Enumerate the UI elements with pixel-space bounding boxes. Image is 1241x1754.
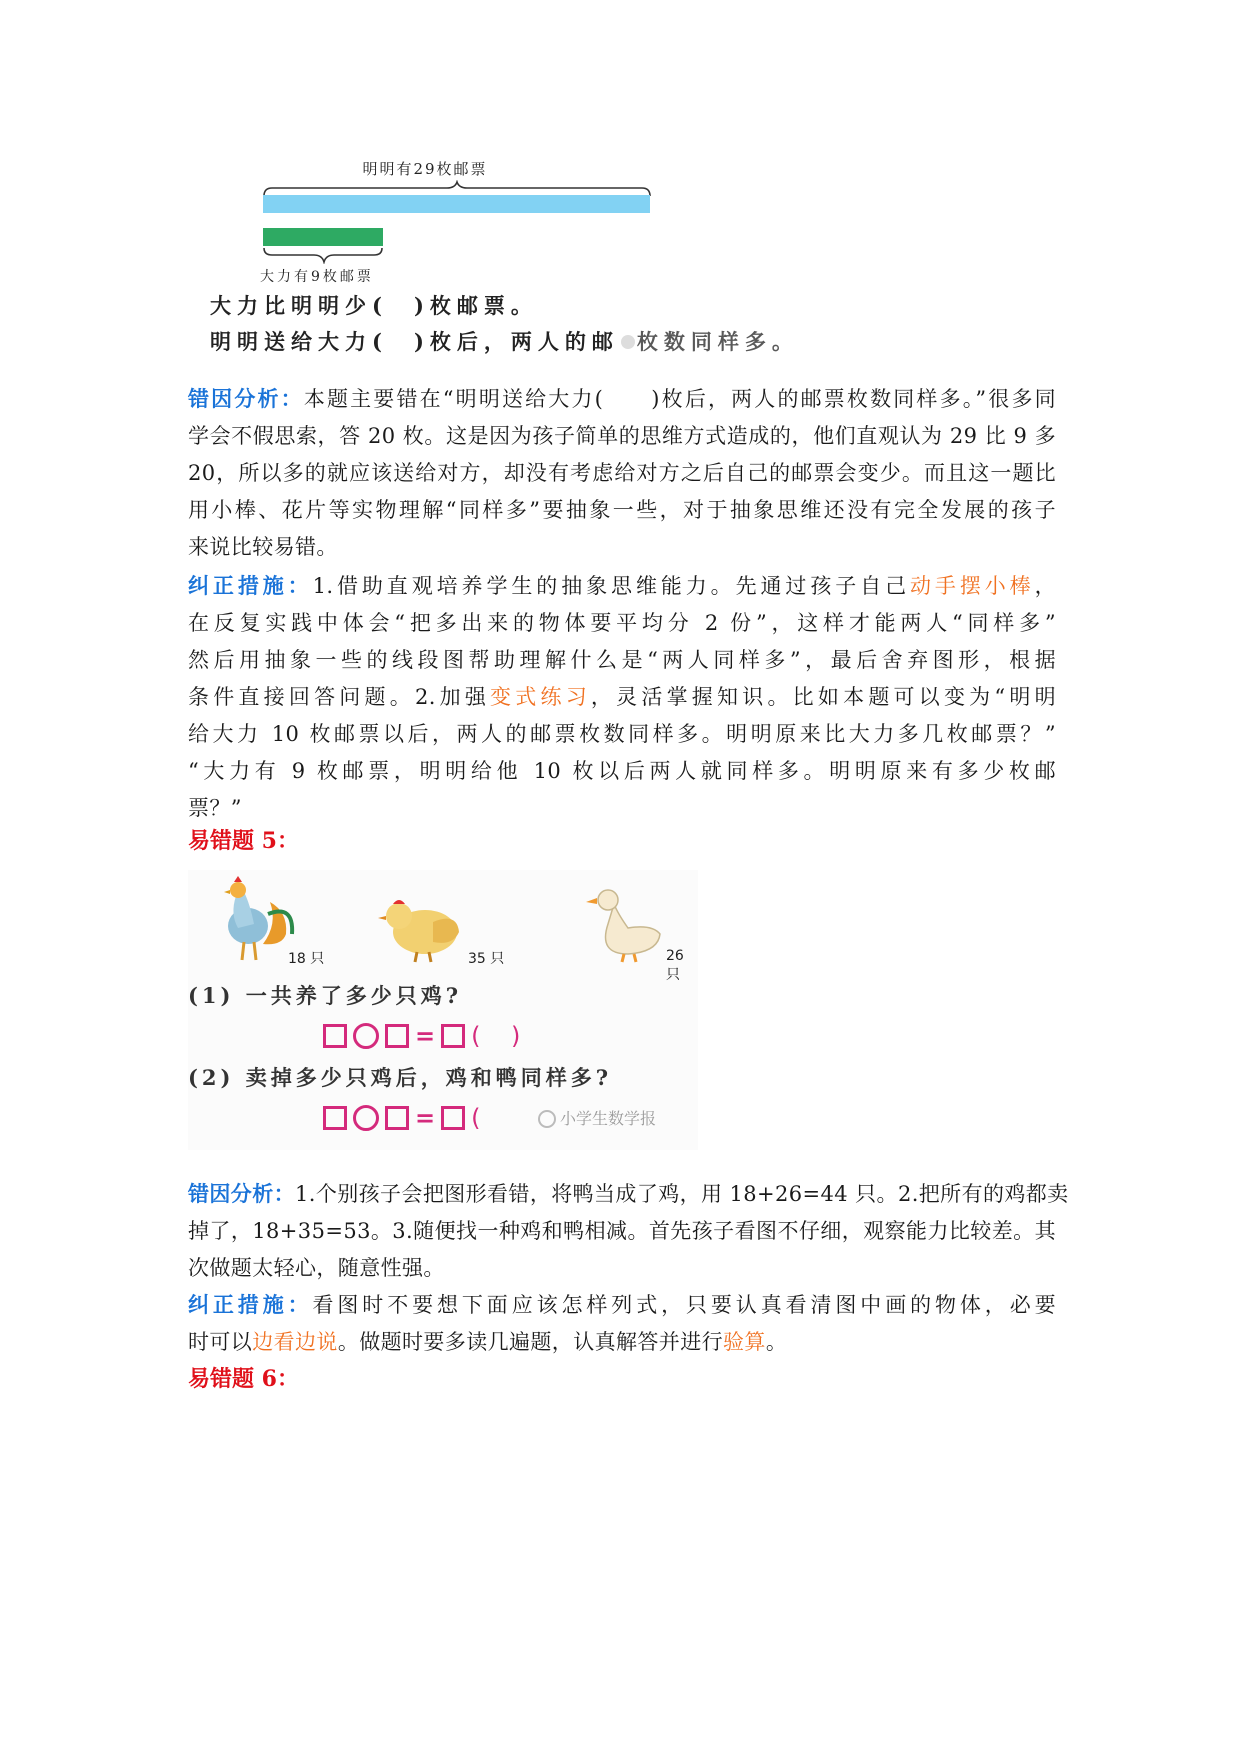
correction2-line-2: 时可以边看边说。做题时要多读几遍题，认真解答并进行验算。 bbox=[188, 1330, 788, 1354]
analysis1-label: 错因分析： bbox=[188, 386, 304, 411]
answer-box bbox=[441, 1106, 465, 1130]
analysis2-line-1: 错因分析：1.个别孩子会把图形看错，将鸭当成了鸡，用 18+26=44 只。2.把所有的鸡都卖 bbox=[188, 1181, 1069, 1206]
rooster-count: 18 只 bbox=[288, 951, 325, 967]
equals-sign: = bbox=[415, 1022, 436, 1050]
highlight-variant-practice: 变式练习 bbox=[490, 685, 591, 709]
equation-2 bbox=[323, 1104, 480, 1132]
watermark-text: 小学生数学报 bbox=[560, 1109, 657, 1128]
question-1: (1) 一共养了多少只鸡? bbox=[188, 983, 463, 1008]
correction2-line-1: 纠正措施：看图时不要想下面应该怎样列式，只要认真看清图中画的物体，必要 bbox=[188, 1292, 1056, 1317]
highlight-hands-on: 动手摆小棒 bbox=[910, 574, 1035, 598]
rooster-icon bbox=[208, 874, 298, 964]
long-bar-mingming bbox=[263, 195, 650, 213]
correction1-line-1: 纠正措施：1.借助直观培养学生的抽象思维能力。先通过孩子自己动手摆小棒， bbox=[188, 573, 1057, 598]
bottom-bar-label: 大力有9枚邮票 bbox=[260, 269, 374, 285]
error-analysis-1 bbox=[188, 380, 1056, 566]
poultry-figure bbox=[188, 870, 698, 1150]
heading-problem-5: 易错题 5： bbox=[188, 828, 299, 854]
heading-problem-6: 易错题 6： bbox=[188, 1366, 299, 1392]
correction1-line-7: 票？” bbox=[188, 796, 242, 820]
analysis1-line-1: 错因分析：本题主要错在“明明送给大力( )枚后，两人的邮票枚数同样多。”很多同 bbox=[188, 386, 1057, 411]
correction-measures-1 bbox=[188, 567, 1056, 827]
stamp-bar-figure bbox=[190, 140, 799, 360]
operator-circle bbox=[353, 1105, 379, 1131]
analysis1-line-2: 学会不假思索，答 20 枚。这是因为孩子简单的思维方式造成的，他们直观认为 29 比 9 多 bbox=[188, 424, 1056, 448]
question-2: (2) 卖掉多少只鸡后，鸡和鸭同样多? bbox=[188, 1065, 613, 1090]
short-bar-dali bbox=[263, 228, 383, 246]
operator-circle bbox=[353, 1023, 379, 1049]
correction1-label: 纠正措施： bbox=[188, 573, 313, 598]
equation-1 bbox=[323, 1022, 520, 1050]
correction2-label: 纠正措施： bbox=[188, 1292, 313, 1317]
hen-count: 35 只 bbox=[468, 951, 505, 967]
correction1-line-2: 在反复实践中体会“把多出来的物体要平均分 2 份”，这样才能两人“同样多” bbox=[188, 611, 1056, 635]
answer-box bbox=[441, 1024, 465, 1048]
equals-sign: = bbox=[415, 1104, 436, 1132]
question-line-2 bbox=[210, 326, 799, 356]
q2-part-b: )枚后，两人的邮 bbox=[413, 329, 619, 354]
unit-paren: ( ) bbox=[471, 1022, 521, 1050]
hen-icon bbox=[373, 892, 468, 964]
answer-box bbox=[385, 1024, 409, 1048]
watermark-icon bbox=[538, 1110, 556, 1128]
bottom-brace bbox=[262, 246, 386, 264]
analysis2-line-3: 次做题太轻心，随意性强。 bbox=[188, 1256, 445, 1280]
correction1-line-6: “大力有 9 枚邮票，明明给他 10 枚以后两人就同样多。明明原来有多少枚邮 bbox=[188, 759, 1056, 783]
q2-part-a: 明明送给大力( bbox=[210, 329, 388, 354]
duck-icon bbox=[578, 884, 668, 964]
answer-box bbox=[323, 1024, 347, 1048]
analysis1-line-5: 来说比较易错。 bbox=[188, 535, 338, 559]
question-line-1 bbox=[210, 290, 538, 320]
smudge-icon bbox=[621, 335, 635, 349]
q1-part-a: 大力比明明少( bbox=[210, 293, 388, 318]
top-bar-label: 明明有29枚邮票 bbox=[362, 160, 488, 178]
duck-count: 26 只 bbox=[666, 948, 684, 983]
correction1-line-4: 条件直接回答问题。2.加强变式练习，灵活掌握知识。比如本题可以变为“明明 bbox=[188, 685, 1056, 709]
answer-box bbox=[385, 1106, 409, 1130]
analysis1-line-4: 用小棒、花片等实物理解“同样多”要抽象一些，对于抽象思维还没有完全发展的孩子 bbox=[188, 498, 1056, 522]
correction1-line-3: 然后用抽象一些的线段图帮助理解什么是“两人同样多”，最后舍弃图形，根据 bbox=[188, 648, 1056, 672]
analysis2-line-2: 掉了，18+35=53。3.随便找一种鸡和鸭相减。首先孩子看图不仔细，观察能力比较差。其 bbox=[188, 1219, 1056, 1243]
error-analysis-2 bbox=[188, 1175, 1069, 1287]
analysis2-label: 错因分析： bbox=[188, 1181, 295, 1206]
highlight-look-and-say: 边看边说 bbox=[252, 1330, 338, 1354]
answer-box bbox=[323, 1106, 347, 1130]
q1-part-b: )枚邮票。 bbox=[413, 293, 538, 318]
analysis1-line-3: 20，所以多的就应该送给对方，却没有考虑给对方之后自己的邮票会变少。而且这一题比 bbox=[188, 461, 1056, 485]
correction-measures-2 bbox=[188, 1286, 1056, 1361]
highlight-check-calculation: 验算 bbox=[723, 1330, 766, 1354]
q2-part-c: 枚数同样多。 bbox=[636, 329, 799, 354]
unit-paren: ( bbox=[471, 1104, 481, 1132]
correction1-line-5: 给大力 10 枚邮票以后，两人的邮票枚数同样多。明明原来比大力多几枚邮票？” bbox=[188, 722, 1056, 746]
